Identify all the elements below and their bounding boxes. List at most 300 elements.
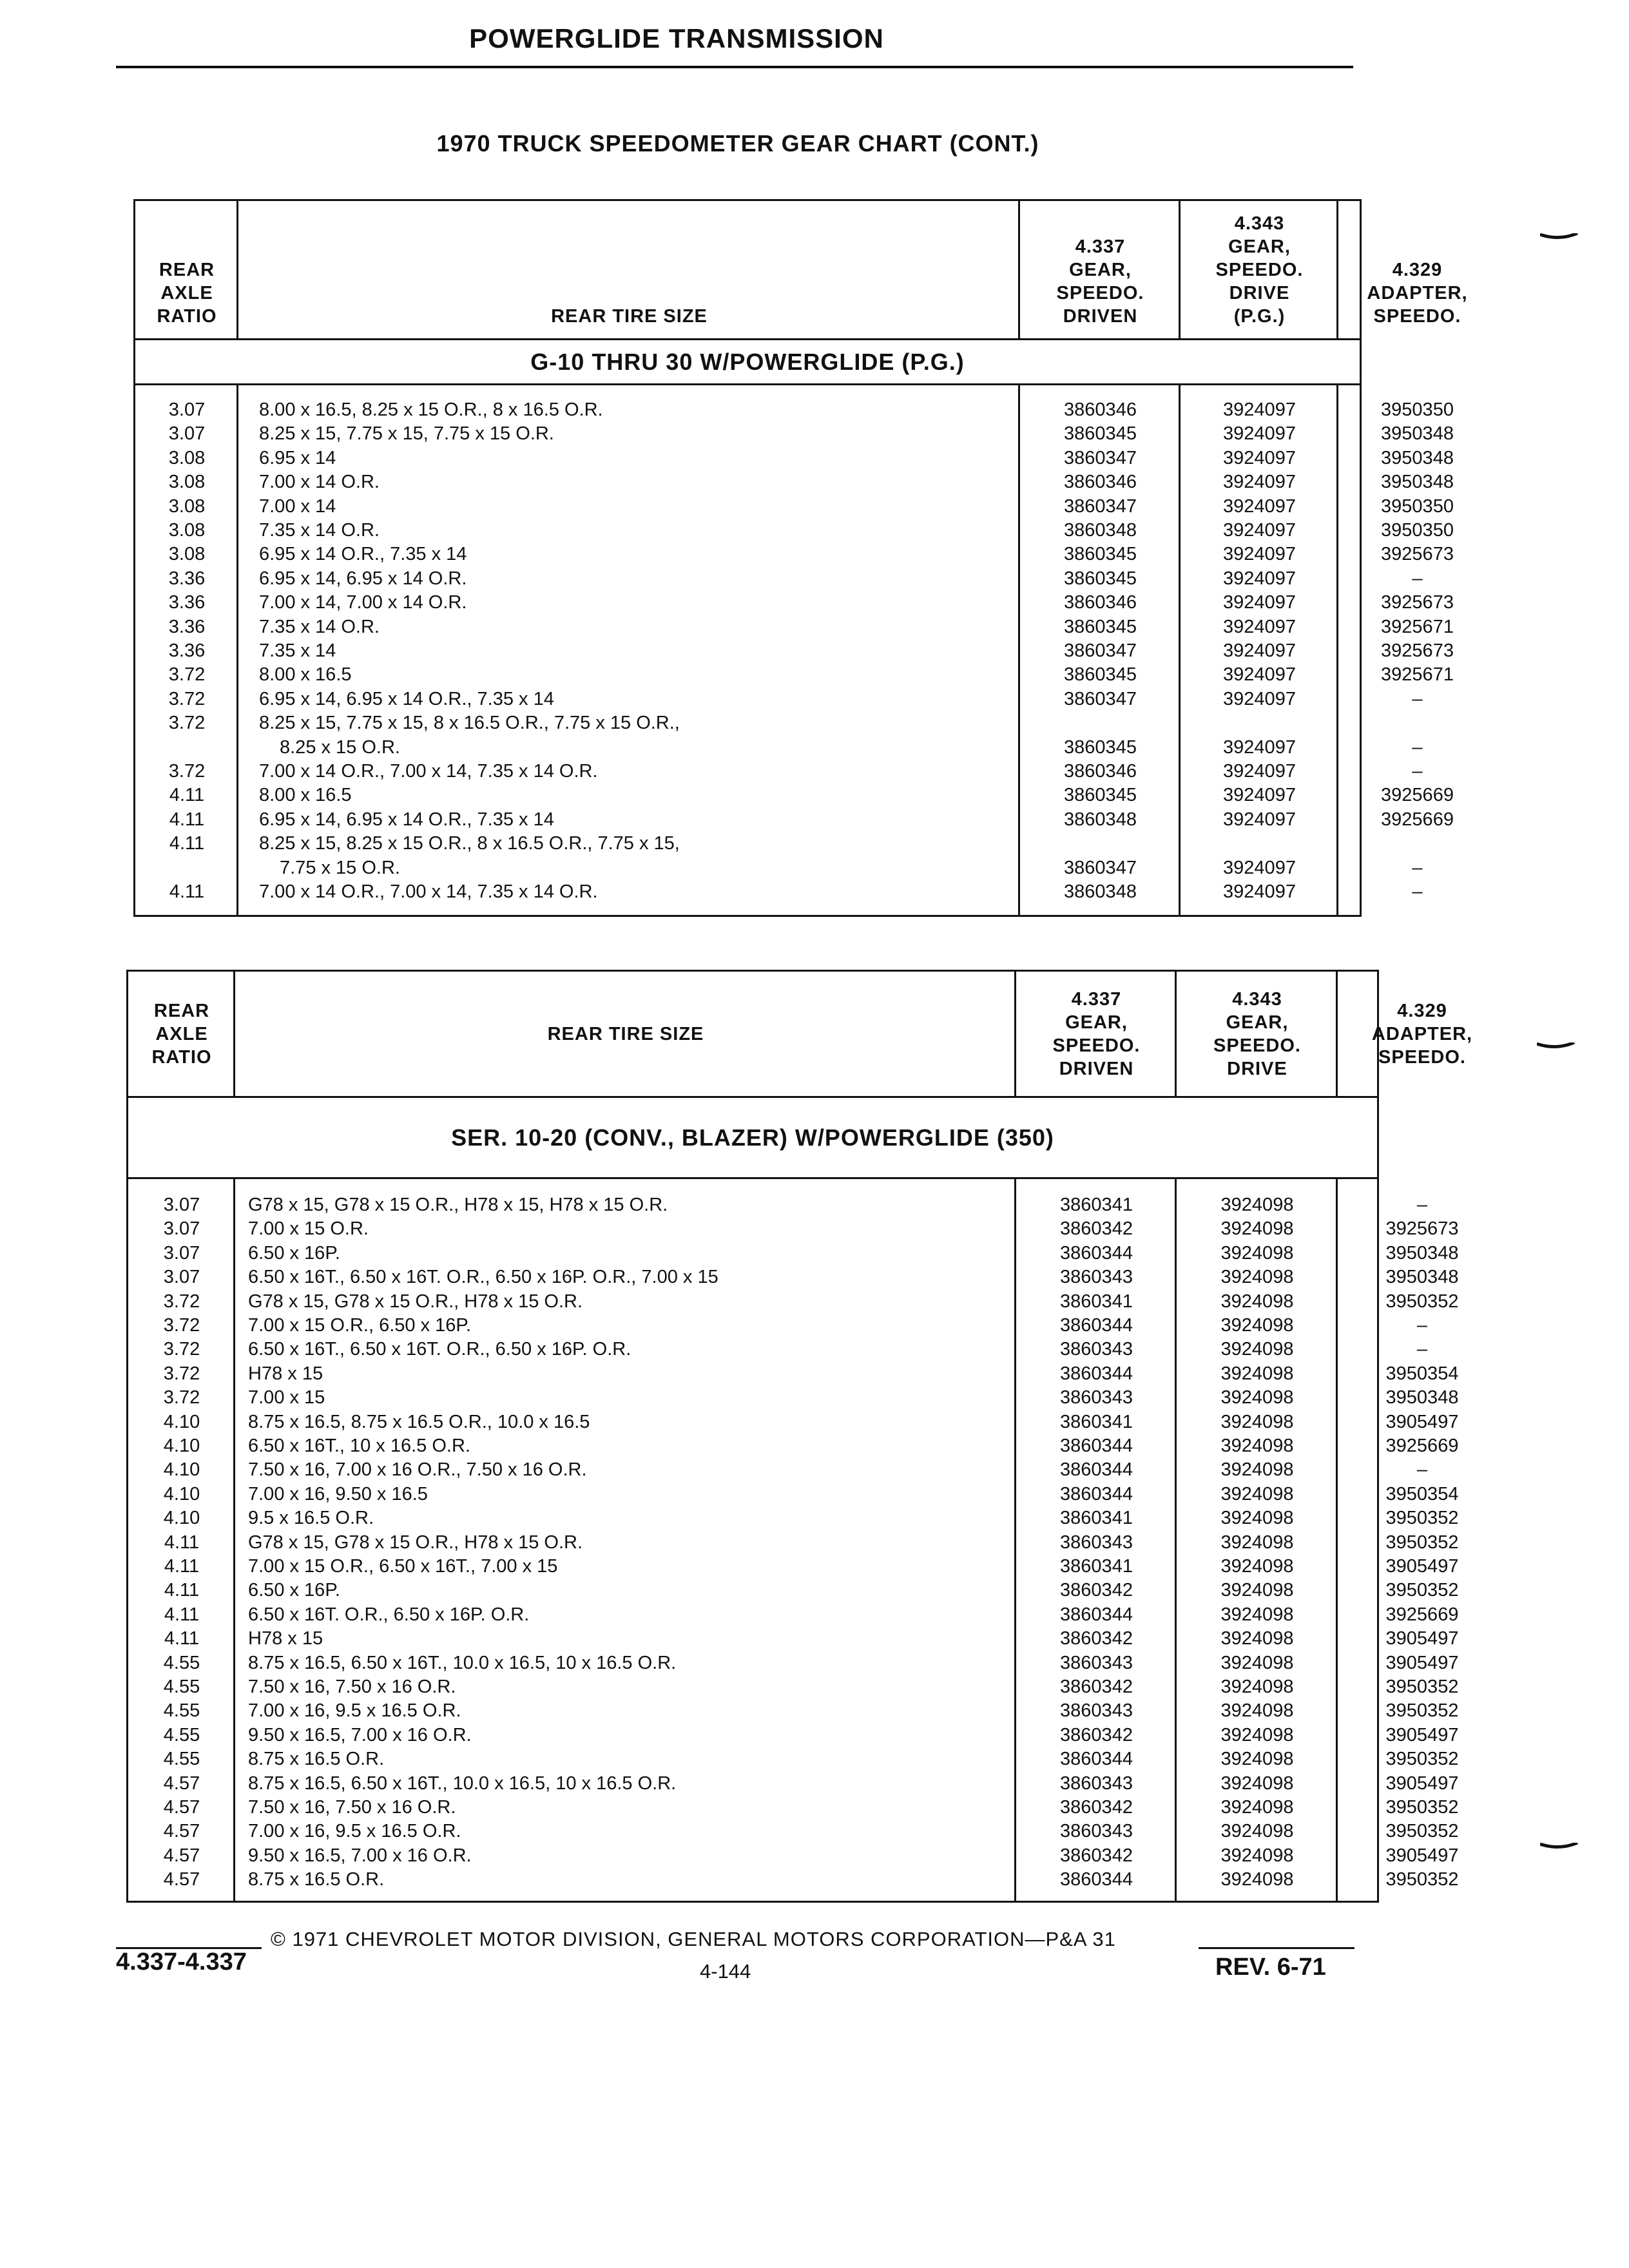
cell-driven-gear: 3860343: [1060, 1700, 1133, 1722]
cell-axle-ratio: 4.10: [163, 1483, 200, 1504]
cell-axle-ratio: 3.07: [163, 1242, 200, 1264]
cell-tire-size: 6.50 x 16T., 10 x 16.5 O.R.: [248, 1436, 470, 1456]
cell-axle-ratio: 4.55: [163, 1700, 200, 1722]
footer-rule-right: [1199, 1947, 1354, 1949]
cell-adapter: 3950352: [1385, 1677, 1459, 1697]
binder-mark: [1540, 1843, 1579, 1849]
cell-tire-size: 7.00 x 15 O.R.: [248, 1218, 369, 1240]
cell-axle-ratio: 3.08: [168, 544, 206, 565]
cell-adapter: –: [1412, 857, 1423, 878]
cell-tire-size: 8.75 x 16.5, 8.75 x 16.5 O.R., 10.0 x 16.5: [248, 1411, 590, 1432]
header-line: AXLE: [155, 1023, 208, 1044]
cell-driven-gear: 3860345: [1064, 544, 1137, 565]
header-speedo-adapter: [1338, 201, 1496, 338]
cell-driven-gear: 3860343: [1060, 1267, 1133, 1288]
cell-driven-gear: 3860348: [1064, 881, 1137, 902]
cell-axle-ratio: 3.72: [163, 1315, 200, 1336]
cell-drive-gear: 3924097: [1223, 447, 1296, 468]
table-row: [135, 711, 1360, 735]
cell-tire-size: 8.75 x 16.5 O.R.: [248, 1749, 385, 1770]
cell-adapter: 3905497: [1385, 1773, 1459, 1794]
cell-driven-gear: 3860341: [1060, 1195, 1133, 1215]
cell-driven-gear: 3860347: [1064, 495, 1137, 517]
table-row: [128, 1651, 1459, 1675]
cell-drive-gear: 3924098: [1220, 1628, 1294, 1649]
cell-driven-gear: 3860344: [1060, 1749, 1133, 1770]
cell-adapter: 3950348: [1381, 472, 1454, 493]
header-line: 4.337: [1071, 988, 1122, 1010]
header-line: DRIVEN: [1059, 1058, 1134, 1079]
cell-axle-ratio: 3.08: [168, 472, 206, 493]
chart-title: 1970 TRUCK SPEEDOMETER GEAR CHART (CONT.): [436, 130, 1039, 157]
table-row: [128, 1844, 1459, 1868]
table-row: [128, 1314, 1428, 1338]
cell-tire-size: 7.00 x 15 O.R., 6.50 x 16T., 7.00 x 15: [248, 1556, 558, 1577]
page-header-title: POWERGLIDE TRANSMISSION: [469, 23, 884, 53]
cell-driven-gear: 3860344: [1060, 1315, 1133, 1336]
cell-driven-gear: 3860347: [1064, 688, 1137, 709]
header-line: RATIO: [157, 306, 217, 327]
cell-tire-size: 7.00 x 14, 7.00 x 14 O.R.: [259, 592, 467, 613]
cell-axle-ratio: 4.57: [163, 1869, 200, 1890]
table-row: [128, 1386, 1459, 1410]
header-line: SPEEDO.: [1052, 1035, 1141, 1056]
table-row: [128, 1193, 1428, 1217]
cell-tire-size: 7.00 x 15 O.R., 6.50 x 16P.: [248, 1315, 472, 1336]
cell-drive-gear: 3924098: [1220, 1339, 1294, 1360]
cell-adapter: 3925669: [1385, 1436, 1459, 1456]
header-speedo-driven-gear: [1016, 972, 1177, 1096]
cell-axle-ratio: 4.10: [163, 1436, 200, 1456]
cell-tire-size: 8.00 x 16.5, 8.25 x 15 O.R., 8 x 16.5 O.R.: [259, 399, 603, 420]
cell-adapter: 3925671: [1381, 664, 1454, 686]
cell-axle-ratio: 3.72: [163, 1363, 200, 1384]
cell-driven-gear: 3860348: [1064, 809, 1137, 830]
gear-chart-table-g10-30: [133, 199, 1468, 917]
header-speedo-drive-gear: [1177, 972, 1338, 1096]
table-row: [135, 447, 1454, 470]
cell-axle-ratio: 4.55: [163, 1677, 200, 1697]
cell-drive-gear: 3924097: [1223, 857, 1296, 878]
header-line: GEAR,: [1069, 260, 1132, 280]
cell-adapter: 3905497: [1385, 1411, 1459, 1432]
table-row: [128, 1338, 1428, 1361]
cell-axle-ratio: 4.57: [163, 1845, 200, 1866]
cell-axle-ratio: 3.36: [168, 568, 206, 589]
cell-adapter: 3950354: [1385, 1483, 1459, 1504]
column-divider: [1014, 972, 1016, 1098]
table-row: [135, 639, 1454, 663]
cell-adapter: 3905497: [1385, 1845, 1459, 1866]
cell-axle-ratio: 4.11: [169, 785, 205, 806]
cell-axle-ratio: 4.57: [163, 1797, 200, 1818]
cell-axle-ratio: 3.08: [168, 447, 206, 468]
cell-drive-gear: 3924098: [1220, 1459, 1294, 1481]
cell-tire-size: 9.50 x 16.5, 7.00 x 16 O.R.: [248, 1724, 472, 1745]
section-title: G-10 THRU 30 W/POWERGLIDE (P.G.): [135, 340, 1360, 385]
cell-tire-size: 6.50 x 16P.: [248, 1580, 340, 1601]
cell-adapter: –: [1412, 761, 1423, 782]
cell-adapter: 3950352: [1385, 1580, 1459, 1601]
cell-axle-ratio: 3.07: [163, 1267, 200, 1288]
cell-drive-gear: 3924098: [1220, 1773, 1294, 1794]
cell-driven-gear: 3860342: [1060, 1724, 1133, 1745]
cell-tire-size: 8.75 x 16.5 O.R.: [248, 1869, 385, 1890]
table-row: [135, 832, 1360, 856]
cell-driven-gear: 3860342: [1060, 1580, 1133, 1601]
cell-adapter: –: [1416, 1195, 1428, 1215]
cell-axle-ratio: 4.55: [163, 1652, 200, 1673]
cell-adapter: –: [1412, 568, 1423, 589]
table-row: [128, 1820, 1459, 1843]
cell-axle-ratio: 3.72: [168, 664, 206, 686]
table-row: [128, 1290, 1459, 1314]
cell-driven-gear: 3860344: [1060, 1363, 1133, 1384]
cell-driven-gear: 3860344: [1060, 1869, 1133, 1890]
cell-adapter: –: [1416, 1339, 1428, 1360]
cell-tire-size: 7.00 x 16, 9.5 x 16.5 O.R.: [248, 1821, 461, 1842]
cell-drive-gear: 3924097: [1223, 592, 1296, 613]
table-row: [128, 1675, 1459, 1699]
table-row: [135, 856, 1423, 880]
cell-adapter: 3925673: [1381, 544, 1454, 565]
cell-adapter: 3950348: [1385, 1267, 1459, 1288]
cell-drive-gear: 3924097: [1223, 881, 1296, 902]
cell-adapter: 3905497: [1385, 1652, 1459, 1673]
header-line: RATIO: [151, 1046, 212, 1068]
cell-adapter: 3950352: [1385, 1749, 1459, 1770]
cell-tire-size: 7.50 x 16, 7.50 x 16 O.R.: [248, 1797, 456, 1818]
table-row: [128, 1747, 1459, 1771]
cell-tire-size: 9.5 x 16.5 O.R.: [248, 1508, 374, 1529]
header-line: GEAR,: [1065, 1012, 1128, 1033]
footer-section-code: 4.337-4.337: [116, 1948, 247, 1975]
header-speedo-driven-gear: [1020, 201, 1181, 338]
cell-tire-size: 6.50 x 16T. O.R., 6.50 x 16P. O.R.: [248, 1604, 530, 1625]
cell-drive-gear: 3924097: [1223, 399, 1296, 420]
binder-mark: [1540, 233, 1579, 240]
cell-drive-gear: 3924098: [1220, 1387, 1294, 1408]
cell-axle-ratio: 4.57: [163, 1773, 200, 1794]
cell-tire-size: 7.35 x 14 O.R.: [259, 520, 380, 541]
cell-tire-size: 8.75 x 16.5, 6.50 x 16T., 10.0 x 16.5, 10 x 16.5 O.R.: [248, 1773, 677, 1794]
table-row: [135, 880, 1423, 904]
cell-driven-gear: 3860341: [1060, 1411, 1133, 1432]
cell-driven-gear: 3860345: [1064, 736, 1137, 758]
cell-drive-gear: 3924098: [1220, 1242, 1294, 1264]
column-divider: [1018, 201, 1020, 340]
cell-tire-size: 6.95 x 14: [259, 447, 336, 468]
section-title: SER. 10-20 (CONV., BLAZER) W/POWERGLIDE (350): [128, 1098, 1377, 1179]
cell-drive-gear: 3924098: [1220, 1436, 1294, 1456]
cell-drive-gear: 3924097: [1223, 736, 1296, 758]
cell-tire-size: 7.50 x 16, 7.00 x 16 O.R., 7.50 x 16 O.R.: [248, 1459, 587, 1481]
cell-driven-gear: 3860344: [1060, 1483, 1133, 1504]
cell-adapter: 3925673: [1385, 1218, 1459, 1240]
table-row: [135, 808, 1454, 832]
cell-driven-gear: 3860342: [1060, 1218, 1133, 1240]
cell-driven-gear: 3860346: [1064, 592, 1137, 613]
cell-drive-gear: 3924098: [1220, 1700, 1294, 1722]
cell-axle-ratio: 4.10: [163, 1508, 200, 1529]
cell-axle-ratio: 4.10: [163, 1411, 200, 1432]
header-rear-axle-ratio: [128, 972, 235, 1096]
cell-driven-gear: 3860347: [1064, 857, 1137, 878]
cell-adapter: 3950352: [1385, 1700, 1459, 1722]
header-line: SPEEDO.: [1215, 260, 1304, 280]
header-rear-axle-ratio: [135, 201, 238, 338]
cell-drive-gear: 3924098: [1220, 1652, 1294, 1673]
header-line: 4.337: [1075, 236, 1126, 257]
cell-adapter: 3925673: [1381, 592, 1454, 613]
cell-tire-size: 8.00 x 16.5: [259, 785, 352, 806]
header-line: (P.G.): [1233, 306, 1286, 327]
table-row: [128, 1458, 1428, 1482]
header-line: 4.343: [1234, 213, 1285, 234]
cell-axle-ratio: 4.11: [164, 1580, 200, 1601]
header-speedo-adapter: [1338, 972, 1507, 1096]
cell-axle-ratio: 3.07: [163, 1195, 200, 1215]
cell-driven-gear: 3860345: [1064, 423, 1137, 445]
table-row: [135, 760, 1423, 783]
cell-tire-size: 8.25 x 15, 8.25 x 15 O.R., 8 x 16.5 O.R., 7.75 x 15,: [259, 833, 680, 854]
cell-adapter: 3950348: [1385, 1387, 1459, 1408]
header-line: REAR TIRE SIZE: [551, 306, 708, 327]
cell-tire-size: 7.35 x 14 O.R.: [259, 616, 380, 637]
cell-tire-size: 7.00 x 16, 9.50 x 16.5: [248, 1483, 428, 1504]
cell-tire-size: 9.50 x 16.5, 7.00 x 16 O.R.: [248, 1845, 472, 1866]
cell-adapter: –: [1412, 736, 1423, 758]
cell-driven-gear: 3860344: [1060, 1459, 1133, 1481]
gear-chart-table-ser-10-20: [126, 970, 1473, 1903]
cell-drive-gear: 3924098: [1220, 1315, 1294, 1336]
cell-adapter: 3950350: [1381, 495, 1454, 517]
cell-drive-gear: 3924097: [1223, 761, 1296, 782]
cell-adapter: 3925671: [1381, 616, 1454, 637]
header-rear-tire-size: [235, 972, 1016, 1096]
cell-drive-gear: 3924098: [1220, 1845, 1294, 1866]
header-line: 4.343: [1232, 988, 1282, 1010]
cell-adapter: 3925669: [1385, 1604, 1459, 1625]
cell-tire-size: 7.00 x 14: [259, 495, 336, 517]
header-line: DRIVE: [1229, 283, 1290, 303]
cell-tire-size: G78 x 15, G78 x 15 O.R., H78 x 15 O.R.: [248, 1532, 583, 1553]
cell-axle-ratio: 3.72: [163, 1339, 200, 1360]
cell-driven-gear: 3860344: [1060, 1604, 1133, 1625]
cell-adapter: –: [1416, 1459, 1428, 1481]
header-line: DRIVE: [1227, 1058, 1287, 1079]
table-row: [128, 1699, 1459, 1723]
cell-drive-gear: 3924098: [1220, 1821, 1294, 1842]
cell-drive-gear: 3924098: [1220, 1267, 1294, 1288]
column-divider: [236, 201, 238, 340]
table-row: [128, 1434, 1459, 1458]
cell-axle-ratio: 4.57: [163, 1821, 200, 1842]
cell-drive-gear: 3924098: [1220, 1724, 1294, 1745]
cell-tire-size: 7.00 x 16, 9.5 x 16.5 O.R.: [248, 1700, 461, 1722]
cell-driven-gear: 3860343: [1060, 1652, 1133, 1673]
cell-driven-gear: 3860343: [1060, 1387, 1133, 1408]
cell-drive-gear: 3924098: [1220, 1508, 1294, 1529]
cell-axle-ratio: 4.11: [164, 1532, 200, 1553]
table-header: [128, 972, 1473, 1098]
cell-drive-gear: 3924097: [1223, 688, 1296, 709]
cell-tire-size: 7.00 x 15: [248, 1387, 325, 1408]
table-row: [135, 567, 1423, 591]
header-speedo-drive-gear: [1181, 201, 1338, 338]
header-line: ADAPTER,: [1371, 1023, 1473, 1044]
cell-tire-size: 7.35 x 14: [259, 640, 336, 661]
cell-drive-gear: 3924098: [1220, 1195, 1294, 1215]
cell-drive-gear: 3924098: [1220, 1411, 1294, 1432]
cell-tire-size: 6.50 x 16T., 6.50 x 16T. O.R., 6.50 x 16P. O.R., 7.00 x 15: [248, 1267, 718, 1288]
cell-drive-gear: 3924098: [1220, 1604, 1294, 1625]
cell-axle-ratio: 3.72: [163, 1291, 200, 1312]
table-row: [128, 1483, 1459, 1506]
cell-tire-size: 8.25 x 15 O.R.: [280, 736, 400, 758]
cell-drive-gear: 3924097: [1223, 568, 1296, 589]
cell-tire-size: 6.50 x 16P.: [248, 1242, 340, 1264]
cell-axle-ratio: 3.07: [168, 399, 206, 420]
cell-adapter: 3925673: [1381, 640, 1454, 661]
cell-driven-gear: 3860346: [1064, 399, 1137, 420]
table-row: [128, 1555, 1459, 1579]
cell-adapter: –: [1412, 881, 1423, 902]
cell-driven-gear: 3860348: [1064, 520, 1137, 541]
cell-driven-gear: 3860345: [1064, 616, 1137, 637]
cell-drive-gear: 3924098: [1220, 1580, 1294, 1601]
cell-driven-gear: 3860341: [1060, 1291, 1133, 1312]
table-row: [135, 615, 1454, 639]
header-line: REAR: [153, 1000, 210, 1021]
table-row: [135, 736, 1423, 760]
cell-axle-ratio: 3.36: [168, 640, 206, 661]
binder-mark: [1537, 1043, 1576, 1049]
cell-adapter: 3950352: [1385, 1821, 1459, 1842]
table-row: [128, 1627, 1459, 1651]
cell-adapter: 3950350: [1381, 399, 1454, 420]
cell-driven-gear: 3860345: [1064, 568, 1137, 589]
footer-copyright: © 1971 CHEVROLET MOTOR DIVISION, GENERAL MOTORS CORPORATION—P&A 31: [271, 1928, 1116, 1950]
cell-axle-ratio: 4.55: [163, 1724, 200, 1745]
cell-tire-size: 8.25 x 15, 7.75 x 15, 8 x 16.5 O.R., 7.75 x 15 O.R.,: [259, 713, 680, 734]
cell-drive-gear: 3924097: [1223, 472, 1296, 493]
cell-adapter: 3950352: [1385, 1291, 1459, 1312]
table-row: [128, 1217, 1459, 1241]
footer-revision: REV. 6-71: [1215, 1954, 1326, 1981]
header-line: GEAR,: [1228, 236, 1291, 257]
cell-adapter: 3950348: [1385, 1242, 1459, 1264]
cell-tire-size: 7.00 x 14 O.R.: [259, 472, 380, 493]
table-row: [128, 1579, 1459, 1602]
table-row: [135, 663, 1454, 687]
cell-tire-size: H78 x 15: [248, 1363, 323, 1384]
cell-axle-ratio: 4.11: [164, 1628, 200, 1649]
table-row: [135, 591, 1454, 615]
column-divider: [233, 972, 235, 1098]
cell-driven-gear: 3860342: [1060, 1797, 1133, 1818]
header-line: 4.329: [1397, 1000, 1447, 1021]
column-divider: [1175, 972, 1177, 1098]
table-row: [135, 783, 1454, 807]
table-row: [135, 398, 1454, 422]
cell-drive-gear: 3924097: [1223, 520, 1296, 541]
cell-tire-size: 8.00 x 16.5: [259, 664, 352, 686]
cell-adapter: 3905497: [1385, 1556, 1459, 1577]
cell-adapter: 3950352: [1385, 1532, 1459, 1553]
cell-driven-gear: 3860347: [1064, 447, 1137, 468]
cell-driven-gear: 3860346: [1064, 472, 1137, 493]
table-row: [128, 1603, 1459, 1627]
header-line: 4.329: [1392, 260, 1443, 280]
cell-adapter: 3925669: [1381, 809, 1454, 830]
table-row: [135, 687, 1423, 711]
cell-tire-size: 7.75 x 15 O.R.: [280, 857, 400, 878]
cell-drive-gear: 3924097: [1223, 785, 1296, 806]
cell-drive-gear: 3924097: [1223, 495, 1296, 517]
header-rear-tire-size: [238, 201, 1020, 338]
cell-tire-size: 7.00 x 14 O.R., 7.00 x 14, 7.35 x 14 O.R.: [259, 761, 598, 782]
cell-tire-size: 8.25 x 15, 7.75 x 15, 7.75 x 15 O.R.: [259, 423, 554, 445]
cell-driven-gear: 3860343: [1060, 1532, 1133, 1553]
cell-adapter: 3925669: [1381, 785, 1454, 806]
table-row: [128, 1724, 1459, 1747]
cell-drive-gear: 3924098: [1220, 1532, 1294, 1553]
cell-driven-gear: 3860347: [1064, 640, 1137, 661]
cell-driven-gear: 3860343: [1060, 1339, 1133, 1360]
header-line: SPEEDO.: [1373, 306, 1461, 327]
cell-driven-gear: 3860344: [1060, 1436, 1133, 1456]
cell-drive-gear: 3924098: [1220, 1218, 1294, 1240]
cell-drive-gear: 3924098: [1220, 1291, 1294, 1312]
cell-axle-ratio: 3.72: [168, 713, 206, 734]
cell-adapter: 3905497: [1385, 1628, 1459, 1649]
header-line: GEAR,: [1226, 1012, 1289, 1033]
cell-driven-gear: 3860343: [1060, 1773, 1133, 1794]
cell-drive-gear: 3924097: [1223, 809, 1296, 830]
cell-adapter: 3950352: [1385, 1797, 1459, 1818]
cell-adapter: –: [1412, 688, 1423, 709]
cell-axle-ratio: 3.36: [168, 592, 206, 613]
cell-tire-size: 6.95 x 14, 6.95 x 14 O.R., 7.35 x 14: [259, 688, 554, 709]
cell-tire-size: H78 x 15: [248, 1628, 323, 1649]
cell-tire-size: G78 x 15, G78 x 15 O.R., H78 x 15, H78 x 15 O.R.: [248, 1195, 668, 1215]
cell-tire-size: 6.95 x 14, 6.95 x 14 O.R.: [259, 568, 467, 589]
cell-axle-ratio: 4.11: [164, 1556, 200, 1577]
cell-axle-ratio: 4.10: [163, 1459, 200, 1481]
cell-drive-gear: 3924097: [1223, 544, 1296, 565]
cell-drive-gear: 3924097: [1223, 423, 1296, 445]
cell-axle-ratio: 4.11: [169, 881, 205, 902]
header-line: SPEEDO.: [1378, 1046, 1466, 1068]
cell-axle-ratio: 3.07: [163, 1218, 200, 1240]
cell-driven-gear: 3860345: [1064, 664, 1137, 686]
column-divider: [1179, 201, 1181, 340]
header-line: DRIVEN: [1063, 306, 1138, 327]
cell-driven-gear: 3860343: [1060, 1821, 1133, 1842]
cell-driven-gear: 3860346: [1064, 761, 1137, 782]
cell-driven-gear: 3860344: [1060, 1242, 1133, 1264]
table-row: [128, 1506, 1459, 1530]
cell-driven-gear: 3860342: [1060, 1677, 1133, 1697]
cell-axle-ratio: 3.72: [168, 688, 206, 709]
cell-tire-size: 6.95 x 14 O.R., 7.35 x 14: [259, 544, 467, 565]
cell-axle-ratio: 3.08: [168, 520, 206, 541]
cell-axle-ratio: 3.72: [163, 1387, 200, 1408]
table-row: [128, 1772, 1459, 1796]
cell-driven-gear: 3860345: [1064, 785, 1137, 806]
header-line: SPEEDO.: [1056, 283, 1144, 303]
